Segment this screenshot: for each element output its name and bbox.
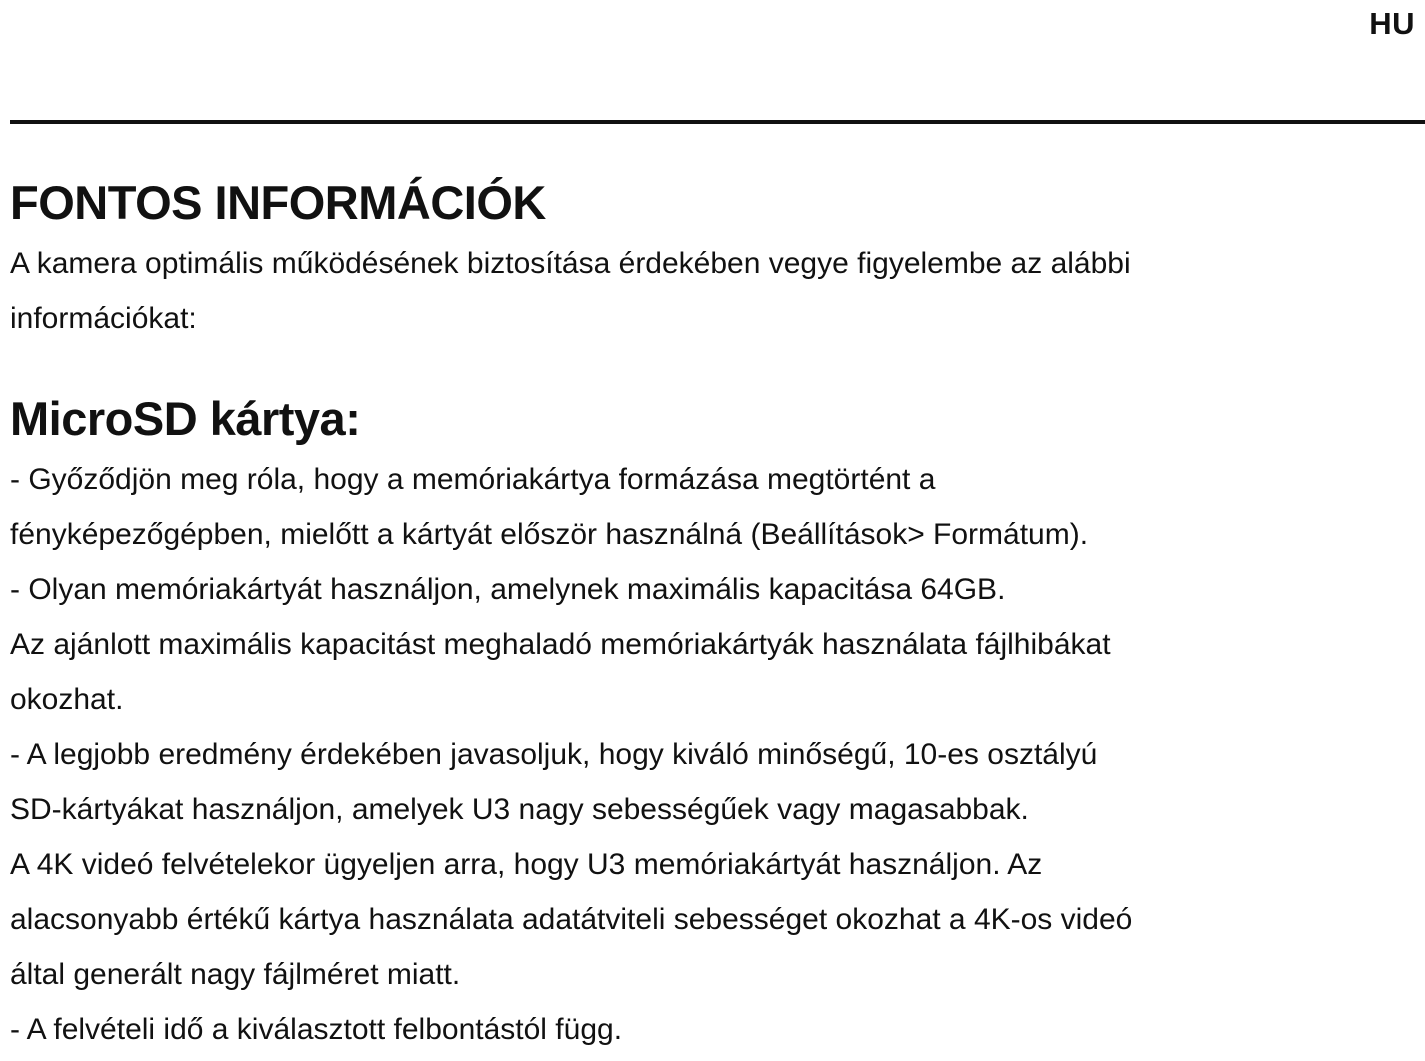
section-line-4: Az ajánlott maximális kapacitást meghaladó memóriakártyák használata fájlhibákat [10, 628, 1111, 661]
intro-line-2: információkat: [10, 302, 197, 335]
language-code: HU [1369, 6, 1415, 41]
section-line-6: - A legjobb eredmény érdekében javasoljuk, hogy kiváló minőségű, 10-es osztályú [10, 738, 1098, 771]
page-title: FONTOS INFORMÁCIÓK [10, 176, 546, 229]
document-body [10, 170, 1415, 1057]
section-line-2: fényképezőgépben, mielőtt a kártyát először használná (Beállítások> Formátum). [10, 518, 1089, 551]
intro-line-1: A kamera optimális működésének biztosítása érdekében vegye figyelembe az alábbi [10, 247, 1131, 280]
section-line-8: A 4K videó felvételekor ügyeljen arra, hogy U3 memóriakártyát használjon. Az [10, 848, 1043, 881]
section-line-9: alacsonyabb értékű kártya használata adatátviteli sebességet okozhat a 4K-os videó [10, 903, 1133, 936]
header-divider [10, 120, 1425, 124]
section-line-10: által generált nagy fájlméret miatt. [10, 958, 461, 991]
section-line-5: okozhat. [10, 683, 124, 716]
section-line-11: - A felvételi idő a kiválasztott felbontástól függ. [10, 1013, 623, 1046]
section-line-3: - Olyan memóriakártyát használjon, amelynek maximális kapacitása 64GB. [10, 573, 1006, 606]
section-line-7: SD-kártyákat használjon, amelyek U3 nagy sebességűek vagy magasabbak. [10, 793, 1029, 826]
section-line-1: - Győződjön meg róla, hogy a memóriakártya formázása megtörtént a [10, 463, 936, 496]
section-heading: MicroSD kártya: [10, 392, 361, 445]
